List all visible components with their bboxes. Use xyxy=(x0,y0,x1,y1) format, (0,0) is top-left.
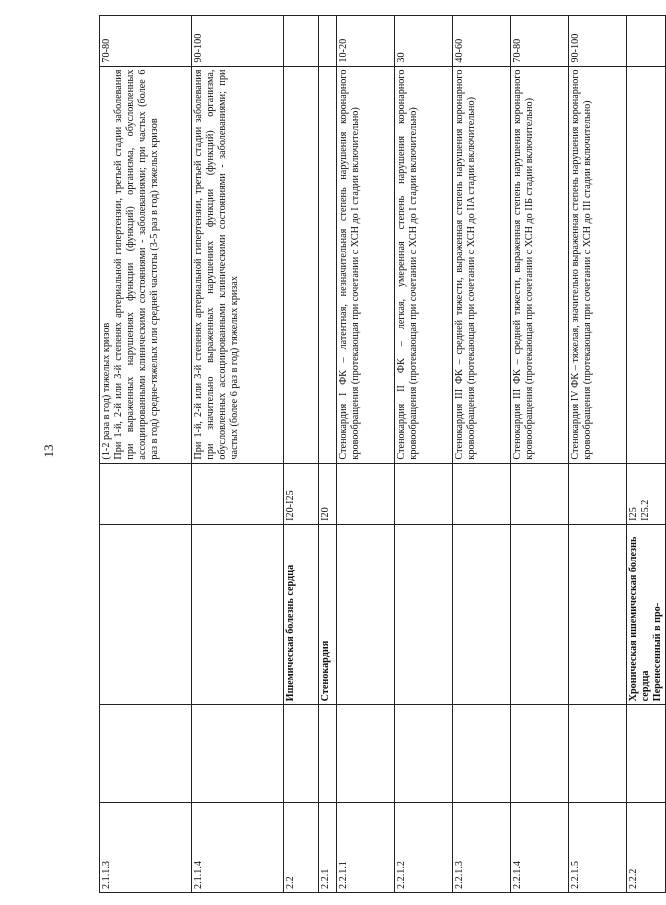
row-number: 2.2.1.1 xyxy=(337,802,395,892)
disease-cell xyxy=(100,524,192,704)
empty-cell xyxy=(100,705,192,802)
disease-cell: Хроническая ишемическая болезнь сердца Перенесенный в про- xyxy=(627,524,666,704)
code-cell: I20-I25 xyxy=(284,463,319,524)
code-cell xyxy=(569,463,627,524)
description-cell: Стенокардия III ФК – средней тяжести, выраженная степень нарушения коронарного кровообращения (протекающая при сочетании с ХСН до IIA стадии включительно) xyxy=(453,66,511,463)
percent-cell: 70-80 xyxy=(100,16,192,67)
description-cell: Стенокардия I ФК – латентная, незначительная степень нарушения коронарного кровообращения (протекающая при сочетании с ХСН до I стадии включительно) xyxy=(337,66,395,463)
disease-cell xyxy=(395,524,453,704)
disease-cell xyxy=(511,524,569,704)
disease-cell: Стенокардия xyxy=(319,524,337,704)
percent-cell xyxy=(284,16,319,67)
row-number: 2.2.1.3 xyxy=(453,802,511,892)
table-row xyxy=(319,16,337,893)
document-table-rotated xyxy=(99,15,664,893)
table-row xyxy=(100,16,192,893)
row-number: 2.2.1.2 xyxy=(395,802,453,892)
percent-cell: 90-100 xyxy=(569,16,627,67)
description-cell xyxy=(627,66,666,463)
description-cell xyxy=(284,66,319,463)
table-row xyxy=(453,16,511,893)
percent-cell: 70-80 xyxy=(511,16,569,67)
table-row xyxy=(627,16,666,893)
empty-cell xyxy=(284,705,319,802)
disease-cell: Ишемическая болезнь сердца xyxy=(284,524,319,704)
percent-cell xyxy=(319,16,337,67)
empty-cell xyxy=(319,705,337,802)
table-row xyxy=(192,16,284,893)
description-cell: Стенокардия III ФК – средней тяжести, выраженная степень нарушения коронарного кровообращения (протекающая при сочетании с ХСН до IIБ стадии включительно) xyxy=(511,66,569,463)
row-number: 2.2.2 xyxy=(627,802,666,892)
percent-cell: 30 xyxy=(395,16,453,67)
empty-cell xyxy=(453,705,511,802)
code-cell: I25 I25.2 xyxy=(627,463,666,524)
empty-cell xyxy=(192,705,284,802)
disease-cell xyxy=(569,524,627,704)
disease-cell xyxy=(192,524,284,704)
table-row xyxy=(569,16,627,893)
table-row xyxy=(284,16,319,893)
description-cell: Стенокардия II ФК – легкая, умеренная степень нарушения коронарного кровообращения (протекающая при сочетании с ХСН до I стадии включительно) xyxy=(395,66,453,463)
row-number: 2.1.1.4 xyxy=(192,802,284,892)
empty-cell xyxy=(395,705,453,802)
description-cell: (1-2 раза в год) тяжелых кризов При 1-й, 2-й или 3-й степенях артериальной гипертензии, третьей стадии заболевания при выраженных нарушениях функции (функций) организма, обусловленных ассоциированными клиническими состояниями - заболеваниями; при частых (более 6 раз в год) средне-тяжелых или средней частоты (3-5 раз в год) тяжелых кризов xyxy=(100,66,192,463)
disease-cell xyxy=(337,524,395,704)
disease-cell xyxy=(453,524,511,704)
row-number: 2.1.1.3 xyxy=(100,802,192,892)
empty-cell xyxy=(337,705,395,802)
page-number: 13 xyxy=(41,444,56,458)
row-number: 2.2 xyxy=(284,802,319,892)
code-cell: I20 xyxy=(319,463,337,524)
row-number: 2.2.1.5 xyxy=(569,802,627,892)
code-cell xyxy=(337,463,395,524)
percent-cell: 90-100 xyxy=(192,16,284,67)
empty-cell xyxy=(511,705,569,802)
code-cell xyxy=(511,463,569,524)
table-row xyxy=(395,16,453,893)
percent-cell xyxy=(627,16,666,67)
description-cell: Стенокардия IV ФК – тяжелая, значительно выраженная степень нарушения коронарного кровообращения (протекающая при сочетании с ХСН до III стадии включительно) xyxy=(569,66,627,463)
code-cell xyxy=(192,463,284,524)
empty-cell xyxy=(569,705,627,802)
empty-cell xyxy=(627,705,666,802)
code-cell xyxy=(100,463,192,524)
code-cell xyxy=(395,463,453,524)
description-cell: При 1-й, 2-й или 3-й степенях артериальной гипертензии, третьей стадии заболевания при значительно выраженных нарушениях функции (функций) организма, обусловленных ассоциированными клиническими состояниями - заболеваниями; при частых (более 6 раз в год) тяжелых кризах xyxy=(192,66,284,463)
description-cell xyxy=(319,66,337,463)
row-number: 2.2.1 xyxy=(319,802,337,892)
percent-cell: 40-60 xyxy=(453,16,511,67)
disability-table xyxy=(99,15,666,893)
row-number: 2.2.1.4 xyxy=(511,802,569,892)
percent-cell: 10-20 xyxy=(337,16,395,67)
code-cell xyxy=(453,463,511,524)
table-row xyxy=(337,16,395,893)
table-row xyxy=(511,16,569,893)
